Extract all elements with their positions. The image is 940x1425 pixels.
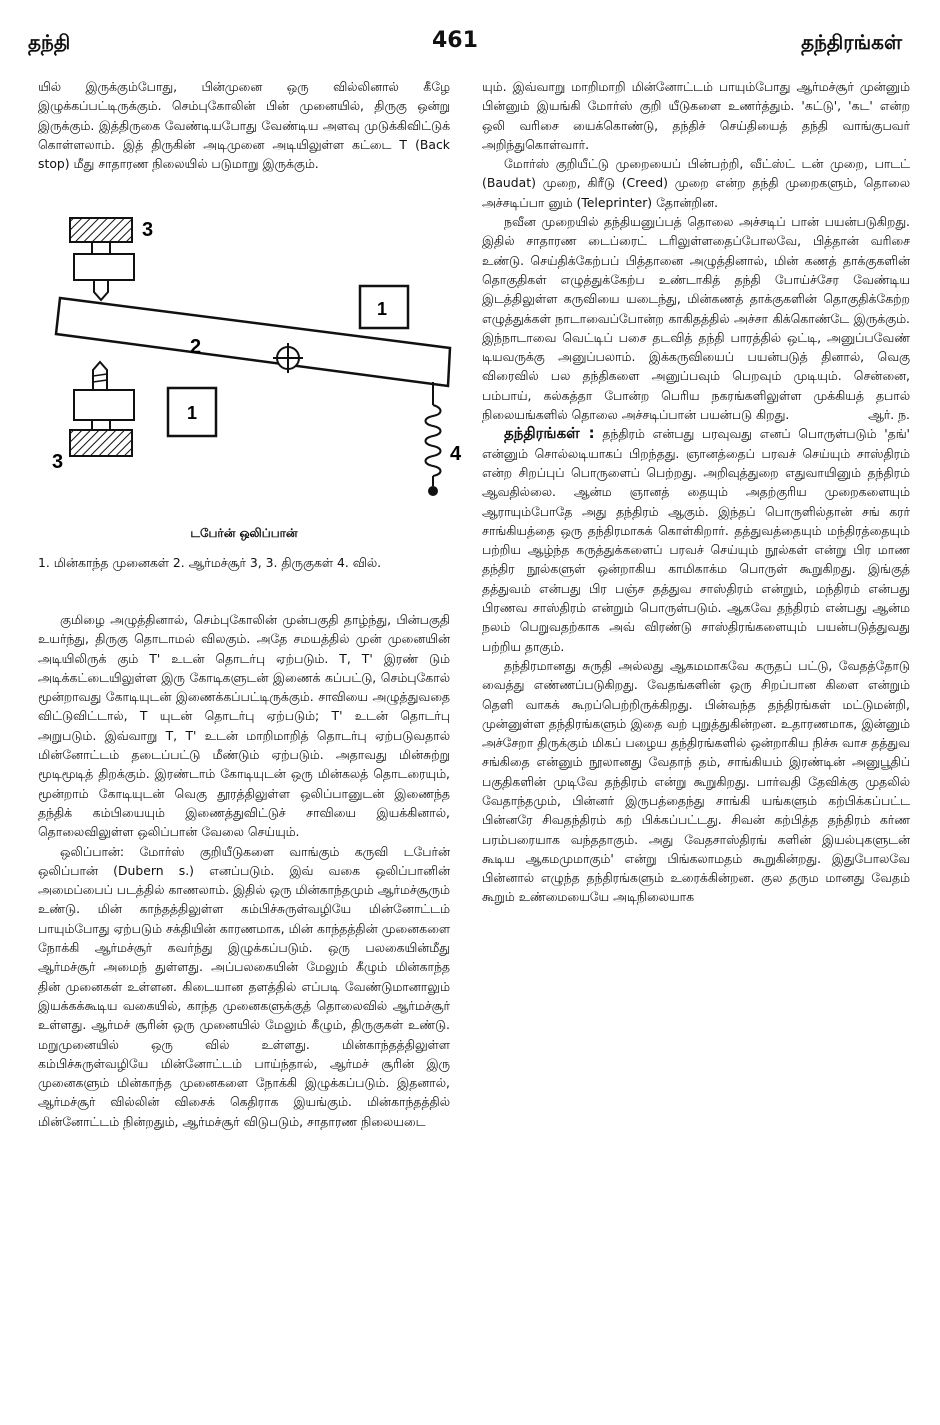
label-1-upper: 1 xyxy=(377,299,388,319)
paragraph: தந்திரமானது சுருதி அல்லது ஆகமமாகவே கருதப் பட்டு, வேதத்தோடு வைத்து எண்ணப்படுகிறது. வேதங்களின் ஒரு சிறப்பான கிளை என்றும் தெளி வாகக் கூறப்பெற்றிருக்கிறது. பின்வந்த தந்திரங்கள் மட்டுமன்றி, முன்னுள்ள தந்திரங்களும் இதை வற் புறுத்துகின்றன. உதாரணமாக, இன்னும் அச்சேறா திருக்கும் மிகப் பழைய தந்திரங்களில் ஒன்றாகிய நிச்சு வாச தத்துவ சங்கிதை என்னும் நூலானது வேதாந் தம், சாங்கியம் இரண்டின் அனுபூதிப் பகுதிகளின் முடிவே தந்திரம் என்று கூறுகிறது. பார்வதி தேவிக்கு முதலில் வேதாந்தமும், பின்னர் இருபத்தைந்து சாங்கி யங்களும் கற்பிக்கப்பட்ட பின்னரே சிவதந்திரம் கற் பிக்கப்பட்டது. சிவன் கற்பித்த தந்திரம் கர்ண பரம்பரையாக வந்ததாகும். அது வேதசாஸ்திரங் களின் இயல்புகளுடன் கூடிய ஆகமமுமாகும்' என்று பிங்கலாமதம் கூறுகின்றது. இதுபோலவே பின்னால் எழுந்த தந்திரங்களும் உரைக்கின்றன. குல தரும மானது வேதம் கூறும் உண்மையையே அடிநிலையாக xyxy=(482,657,910,905)
label-3-top: 3 xyxy=(142,219,154,241)
label-1-lower: 1 xyxy=(187,403,198,423)
author-signature: ஆர். ந. xyxy=(868,407,910,423)
right-column xyxy=(482,77,910,907)
running-head-right: தந்திரங்கள் xyxy=(801,30,902,54)
label-3-bottom: 3 xyxy=(52,451,64,473)
entry-text: தந்திரம் என்பது பரவுவது எனப் பொருள்படும் 'தங்' என்னும் சொல்லடியாகப் பிறந்தது. ஞானத்தைப் பரவச் செய்யும் சாஸ்திரம் என்ற சிறப்புப் பொருளைப் பெற்றது. அறிவுத்துறை எதுவாயினும் தந்திரம் ஆவதில்லை. ஆன்ம ஞானத் தையும் அதற்குரிய முறைகளையும் ஆராயும்போதே அது தந்திரம் ஆகும். இந்தப் பொருளில்தான் சங் கரர் சாங்கியத்தை ஒரு தந்திரமாகக் கொள்கிறார். தத்துவத்தையும் மந்திரத்தையும் பற்றிய ஆழ்ந்த கருத்துக்களைப் பரவச் செய்யும் நூல்கள் என்று பிர மாண தந்திர நூல்களுள் ஒன்றாகிய காமிகாக்ம பொருள் கூறுகிறது. இங்குத் தத்துவம் என்பது பிர பஞ்ச தத்துவ சாஸ்திரம் என்றும், மந்திரம் என்பது பிரணவ சாஸ்திரம் என்றும் பொருள்படும். ஆகவே தந்திரம் என்பது ஆன்ம நலம் பெறுவதற்காக அவ் விரண்டு சாஸ்திரங்களையும் பயன்படுத்துவது பற்றிய தாகும். xyxy=(482,426,910,654)
spring-icon xyxy=(426,382,441,496)
paragraph: குமிழை அழுத்தினால், செம்புகோலின் முன்பகுதி தாழ்ந்து, பின்பகுதி உயர்ந்து, திருகு தொடாமல் விலகும். அதே சமயத்தில் முன் முனையின் அடியிலிருக் கும் T' உடன் தொடர்பு ஏற்படும். T, T' இரண் டும் அடிக்கட்டையிலுள்ள இரு கோடிகளுடன் இணைக் கப்பட்டு, செம்புகோல் மூன்றாவது கோடியுடன் இணைக்கப்பட்டிருக்கும். சாவியை அழுத்துவதை விட்டுவிட்டால், T யுடன் தொடர்பு ஏற்படும்; T' உடன் தொடர்பு அறுபடும். இவ்வாறு T, T' உடன் மாறிமாறித் தொடர்பு ஏற்படுவதால் மின்னோட்டம் தடைப்பட்டு மீண்டும் ஏற்படும். அதாவது மின்சுற்று மூடிமூடித் திறக்கும். இரண்டாம் கோடியுடன் ஒரு மின்கலத் தொடரையும், மூன்றாம் கோடியுடன் வெகு தூரத்திலுள்ள ஒலிப்பானுடன் இணைந்த தந்திக் கம்பியையும் இணைத்துவிட்டுச் சாவியை இயக்கினால், தொலைவிலுள்ள ஒலிப்பான் வேலை செய்யும். xyxy=(38,612,450,840)
left-column-top xyxy=(38,77,450,173)
page-number: 461 xyxy=(432,28,478,53)
label-2: 2 xyxy=(190,336,202,358)
top-screw xyxy=(70,218,134,300)
figure-title: டபேர்ன் ஒலிப்பான் xyxy=(190,526,298,540)
paragraph: ஒலிப்பான்: மோர்ஸ் குறியீடுகளை வாங்கும் கருவி டபேர்ன் ஒலிப்பான் (Dubern s.) எனப்படும். இவ் வகை ஒலிப்பானின் அமைப்பைப் படத்தில் காணலாம். இதில் ஒரு மின்காந்தமும் ஆர்மச்சூரும் உண்டு. மின் காந்தத்திலுள்ள கம்பிச்சுருள்வழியே மின்னோட்டம் பாயும்போது ஏற்படும் சக்தியின் காரணமாக, மின் காந்தத்தின் முனைகளை நோக்கி ஆர்மச்சூர் கவர்ந்து இழுக்கப்படும். ஒரு பலகையின்மீது ஆர்மச்சூர் அமைந் துள்ளது. அப்பலகையின் மேலும் கீழும் மின்காந்த தின் முனைகள் உள்ளன. கிடையான தளத்தில் எப்படி வேண்டுமானாலும் இயக்கக்கூடிய வகையில், காந்த முனைகளுக்குத் தொலைவில் ஆர்மச்சூர் உள்ளது. ஆர்மச் சூரின் ஒரு முனையில் மேலும் கீழும், திருகுகள் உண்டு. மறுமுனையில் ஒரு வில் உள்ளது. மின்காந்தத்திலுள்ள கம்பிச்சுருள்வழியே மின்னோட்டம் பாய்ந்தால், ஆர்மச் சூரின் இரு முனைகளும் மின்காந்த முனைகளை நோக்கி இழுக்கப்படும். இதனால், ஆர்மச்சூர் வில்லின் விசைக் கெதிராக இயங்கும். மின்காந்தத்தில் மின்னோட்டம் நின்றதும், ஆர்மச்சூர் விடுபடும், சாதாரண நிலையடை xyxy=(38,843,450,1129)
paragraph-text: நவீன முறையில் தந்தியனுப்பத் தொலை அச்சடிப் பான் பயன்படுகிறது. இதில் சாதாரண டைப்ரைட் டரிலுள்ளதைப்போலவே, பித்தான் வரிசை உண்டு. செய்திக்கேற்பப் பித்தானை அழுத்தினால், மின் கணத் தாக்குகளின் தொகுதிகள் எழுத்துக்கேற்ப உண்டாகித் தந்தி போய்ச்சேர வேண்டிய இடத்திலுள்ள கருவியை யடைந்து, மின்கணத் தாக்குகளின் தொகுதிக்கேற்ற எழுத்துக்கள் நாடாவைப்போன்ற காகிதத்தில் அச்சா கிக்கொண்டே இருக்கும். இந்நாடாவை வெட்டிப் பசை தடவித் தந்தி பாரத்தில் ஒட்டி, அனுப்பவேண் டியவருக்கு அனுப்பலாம். இக்கருவியைப் பயன்படுத் தினால், வெகு விரைவில் பல தந்திகளை அனுப்பவும் பெறவும் முடியும். சென்னை, பம்பாய், கல்கத்தா போன்ற பெரிய நகரங்களிலுள்ள முக்கியத் தபால் நிலையங்களில் தொலை அச்சடிப்பான் பயன்படு கிறது. xyxy=(482,214,910,423)
running-head-left: தந்தி xyxy=(28,30,71,54)
paragraph: யும். இவ்வாறு மாறிமாறி மின்னோட்டம் பாயும்போது ஆர்மச்சூர் முன்னும் பின்னும் இயங்கி மோர்ஸ் குறி யீடுகளை உணர்த்தும். 'கட்டு', 'கட' என்ற ஒலி வரிசை யைக்கொண்டு, தந்திச் செய்தியைத் தந்தி வாங்குபவர் அறிந்துகொள்வார். xyxy=(482,79,910,152)
paragraph xyxy=(482,212,910,424)
dubern-sounder-figure xyxy=(30,210,460,535)
label-4: 4 xyxy=(450,443,462,465)
entry-paragraph xyxy=(482,424,910,656)
entry-heading: தந்திரங்கள் : xyxy=(504,424,595,443)
paragraph: மோர்ஸ் குறியீட்டு முறையைப் பின்பற்றி, வீட்ஸ்ட் டன் முறை, பாடட் (Baudat) முறை, கிரீடு (Creed) முறை என்ற தந்தி முறைகளும், தொலை அச்சடிப்பா னும் (Teleprinter) தோன்றின. xyxy=(482,156,910,210)
left-column-bottom xyxy=(38,610,450,1131)
paragraph: யில் இருக்கும்போது, பின்முனை ஒரு வில்லினால் கீழே இழுக்கப்பட்டிருக்கும். செம்புகோலின் பின் முனையில், திருகு ஒன்று இருக்கும். இத்திருகை வேண்டியபோது வேண்டிய அளவு முடுக்கிவிட்டுக் கொள்ளலாம். இத் திருகின் அடிமுனை அடியிலுள்ள கட்டை T (Back stop) மீது சாதாரண நிலையில் படுமாறு இருக்கும். xyxy=(38,79,450,172)
bottom-screw xyxy=(70,362,134,456)
figure-legend: 1. மின்காந்த முனைகள் 2. ஆர்மச்சூர் 3, 3. திருகுகள் 4. வில். xyxy=(38,555,382,570)
